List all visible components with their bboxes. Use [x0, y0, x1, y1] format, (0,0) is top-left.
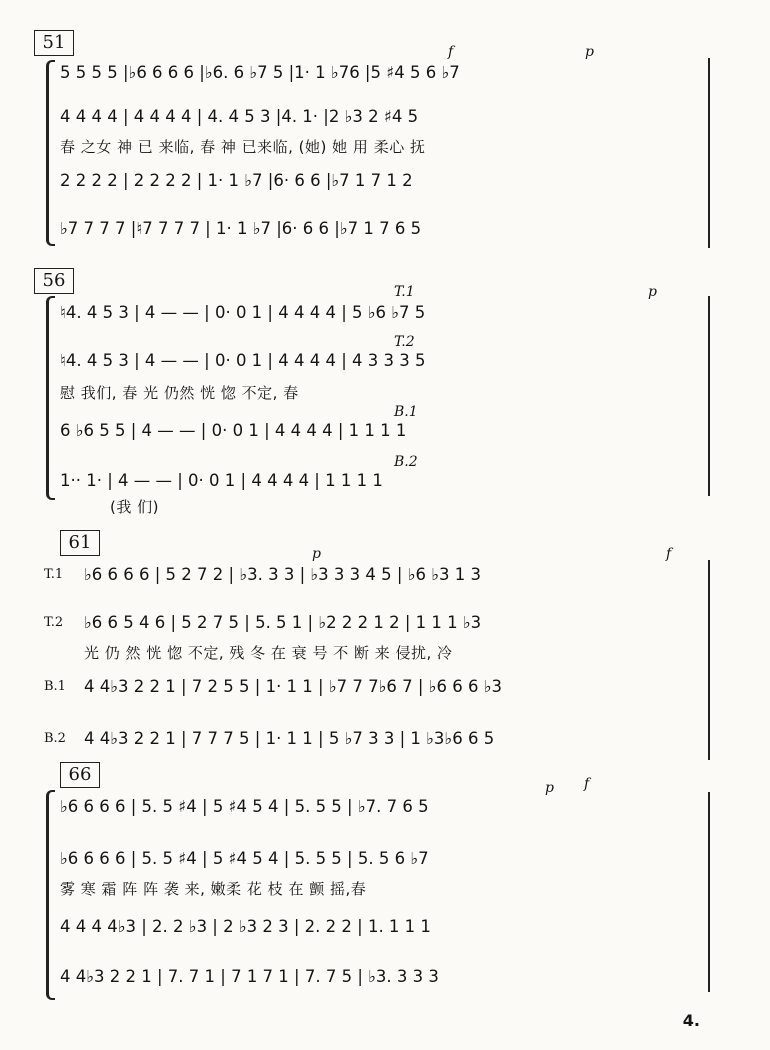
final-barline — [708, 296, 710, 496]
voice-label: B.2 — [44, 731, 66, 746]
system-bracket — [46, 296, 55, 500]
rehearsal-mark: 61 — [60, 530, 100, 556]
voice-mark: T.1 — [394, 284, 415, 300]
voice-mark: B.1 — [394, 404, 418, 420]
dynamic-mark: p — [545, 780, 554, 796]
system-1 — [0, 30, 770, 250]
staff-row-3: 4 4 4 4♭3 | 2. 2 ♭3 | 2 ♭3 2 3 | 2. 2 2 | 1. 1 1 1 — [60, 917, 431, 936]
lyric-line: 雾 寒 霜 阵 阵 袭 来, 嫩柔 花 枝 在 颤 摇,春 — [60, 880, 367, 898]
staff-row-4: 4 4♭3 2 2 1 | 7. 7 1 | 7 1 7 1 | 7. 7 5 | ♭3. 3 3 3 — [60, 967, 439, 986]
system-bracket — [46, 60, 55, 246]
voice-mark: T.2 — [394, 334, 415, 350]
system-bracket — [46, 790, 55, 1000]
voice-mark: B.2 — [394, 454, 418, 470]
staff-row-4: 4 4♭3 2 2 1 | 7 7 7 5 | 1· 1 1 | 5 ♭7 3 3 | 1 ♭3♭6 6 5 — [84, 729, 495, 748]
page-number: 4. — [682, 1011, 700, 1030]
system-3 — [0, 530, 770, 760]
staff-row-1: 5 5 5 5 |♭6 6 6 6 |♭6. 6 ♭7 5 |1· 1 ♭76 |5 ♯4 5 6 ♭7 — [60, 63, 460, 82]
dynamic-mark: p — [648, 284, 657, 300]
rehearsal-mark: 66 — [60, 762, 100, 788]
lyric-line: 春 之女 神 已 来临, 春 神 已来临, (她) 她 用 柔心 抚 — [60, 138, 426, 156]
staff-row-3: 6 ♭6 5 5 | 4 — — | 0· 0 1 | 4 4 4 4 | 1 1 1 1 — [60, 421, 407, 440]
dynamic-mark: p — [312, 546, 321, 562]
dynamic-mark: p — [585, 44, 594, 60]
staff-row-2: 4 4 4 4 | 4 4 4 4 | 4. 4 5 3 |4. 1· |2 ♭3 2 ♯4 5 — [60, 107, 419, 126]
lyric-line: 光 仍 然 恍 惚 不定, 残 冬 在 衰 号 不 断 来 侵扰, 冷 — [84, 644, 453, 662]
final-barline — [708, 560, 710, 760]
voice-label: B.1 — [44, 679, 66, 694]
system-4 — [0, 762, 770, 1002]
final-barline — [708, 792, 710, 992]
lyric-line-lower: (我 们) — [110, 498, 159, 516]
dynamic-mark: f — [666, 546, 672, 562]
staff-row-4: ♭7 7 7 7 |♮7 7 7 7 | 1· 1 ♭7 |6· 6 6 |♭7 1 7 6 5 — [60, 219, 422, 238]
staff-row-2: ♮4. 4 5 3 | 4 — — | 0· 0 1 | 4 4 4 4 | 4 3 3 3 5 — [60, 351, 426, 370]
staff-row-2: ♭6 6 6 6 | 5. 5 ♯4 | 5 ♯4 5 4 | 5. 5 5 | 5. 5 6 ♭7 — [60, 849, 429, 868]
rehearsal-mark: 56 — [34, 268, 74, 294]
staff-row-2: ♭6 6 5 4 6 | 5 2 7 5 | 5. 5 1 | ♭2 2 2 1 2 | 1 1 1 ♭3 — [84, 613, 482, 632]
staff-row-4: 1·· 1· | 4 — — | 0· 0 1 | 4 4 4 4 | 1 1 1 1 — [60, 471, 383, 490]
staff-row-1: ♮4. 4 5 3 | 4 — — | 0· 0 1 | 4 4 4 4 | 5 ♭6 ♭7 5 — [60, 303, 426, 322]
dynamic-mark: f — [584, 776, 590, 792]
lyric-line: 慰 我们, 春 光 仍然 恍 惚 不定, 春 — [60, 384, 299, 402]
rehearsal-mark: 51 — [34, 30, 74, 56]
voice-label: T.2 — [44, 615, 64, 630]
staff-row-3: 2 2 2 2 | 2 2 2 2 | 1· 1 ♭7 |6· 6 6 |♭7 1 7 1 2 — [60, 171, 413, 190]
voice-label: T.1 — [44, 567, 64, 582]
final-barline — [708, 58, 710, 248]
dynamic-mark: f — [448, 44, 454, 60]
system-2 — [0, 268, 770, 518]
staff-row-1: ♭6 6 6 6 | 5 2 7 2 | ♭3. 3 3 | ♭3 3 3 4 5 | ♭6 ♭3 1 3 — [84, 565, 481, 584]
staff-row-3: 4 4♭3 2 2 1 | 7 2 5 5 | 1· 1 1 | ♭7 7 7♭6 7 | ♭6 6 6 ♭3 — [84, 677, 502, 696]
staff-row-1: ♭6 6 6 6 | 5. 5 ♯4 | 5 ♯4 5 4 | 5. 5 5 | ♭7. 7 6 5 — [60, 797, 429, 816]
